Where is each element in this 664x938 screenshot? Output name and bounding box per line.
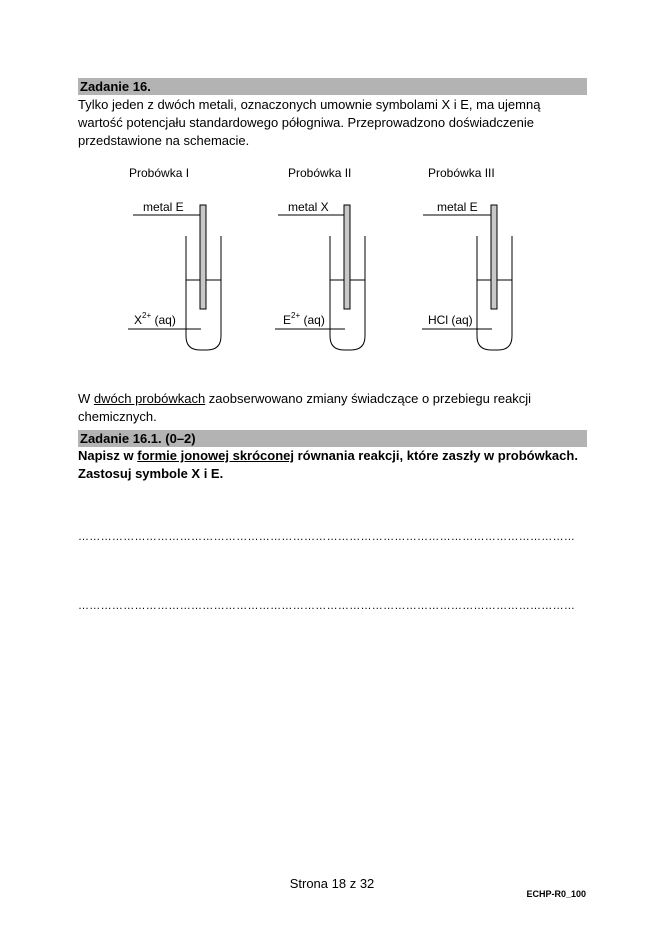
subtask-instruction-underlined: formie jonowej skróconej: [137, 448, 295, 463]
document-code: ECHP-R0_100: [526, 889, 586, 899]
tube-2: [275, 166, 365, 350]
observation-underlined: dwóch probówkach: [93, 391, 206, 406]
tube-1-label: Probówka I: [129, 166, 190, 180]
tube-1-metal-label: metal E: [143, 200, 184, 214]
subtask-header: Zadanie 16.1. (0–2): [78, 430, 587, 447]
experiment-diagram: [0, 0, 664, 400]
tube-1-electrode: [200, 205, 206, 309]
tube-3: [422, 166, 512, 350]
page-number: Strona 18 z 32: [289, 876, 375, 891]
tube-2-solution-label: $E^{2+}$ (aq): [283, 311, 325, 327]
subtask-instruction: Napisz w formie jonowej skróconej równania reakcji, które zaszły w probówkach. Zastosuj symbole X i E.: [78, 448, 578, 481]
tube-2-metal-label: metal X: [288, 200, 329, 214]
tube-1: [128, 166, 221, 350]
task-header: Zadanie 16.: [78, 78, 587, 95]
answer-line-2[interactable]: ……………………………………………………………………………………………………………………: [78, 600, 576, 612]
tube-3-solution-label: HCl (aq): [428, 313, 473, 327]
answer-line-1[interactable]: ……………………………………………………………………………………………………………………: [78, 531, 576, 543]
tube-3-metal-label: metal E: [437, 200, 478, 214]
observation-text: W dwóch probówkach zaobserwowano zmiany świadczące o przebiegu reakcji chemicznych.: [78, 391, 532, 424]
tube-2-label: Probówka II: [288, 166, 352, 180]
tube-3-electrode: [491, 205, 497, 309]
tube-2-electrode: [344, 205, 350, 309]
tube-1-solution-label: $X^{2+}$ (aq): [134, 311, 176, 327]
task-intro: Tylko jeden z dwóch metali, oznaczonych umownie symbolami X i E, ma ujemną wartość potencjału standardowego półogniwa. Przeprowadzono doświadczenie przedstawione na schemacie.: [78, 97, 541, 148]
tube-3-label: Probówka III: [428, 166, 495, 180]
